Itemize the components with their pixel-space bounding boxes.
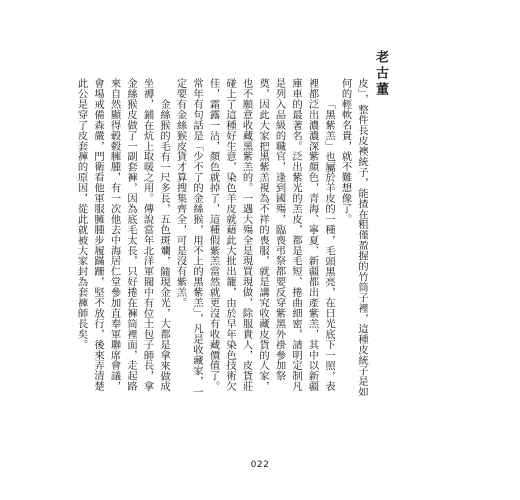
running-head: 老古董 <box>373 50 388 98</box>
body-text <box>75 78 370 400</box>
page-number: 022 <box>250 460 270 470</box>
paragraph: 金絲猴的毛有一尺多長，五色斑斕，隨現金光，大都是拿來做成坐褥，鋪在炕上取暖之用。傳說當年北洋軍閥中有位土包子師長，拿金絲猴皮做了一副套褲，因為底毛太長，只好捲在褲筒裡面，走起路來自然顯得毂毂臃腫，有一次他去中海居仁堂參加直奉軍聯席會議，會場戒備森嚴，門衛看他軍服臃腫步履蹣跚，堅不放行，後來弄清楚此公是穿了皮套褲的原因，從此就被大家封為套褲師長矣。 <box>75 78 170 392</box>
paragraph: 「黑紫羔」也屬於羊皮的一種，毛頭黑亮，在日光底下一照，表裡都泛出濃濃深紫顏色，青海、寧夏、新疆都出產紫羔，其中以新疆庫車的最著名。泛出紫光的羔皮，都是毛短、捲曲細密，請明定制凡是列入品級的職官，逢到國殤，臨喪弔祭都要反穿紫黑外褂參加祭奠，因此大家把黑紫羔視為不祥的喪服，就是講究收藏皮貨的人家，也不願意收藏黑紫羔的。一遇大殤全是現買現做，除服貴人，皮貨莊碰上了這種好生意，染色羊皮就藉此大批出籠，由於早年染色技術欠佳，霜露一沾，顏色就掉了，這種假紫羔當然就更沒有收藏價值了。常年有句話是「少不了的金絲猴，用不上的黑紫羔」，凡是收藏家，一定要有金絲猴皮貨才算搜集齊全，可是沒有紫羔。 <box>174 78 335 397</box>
paragraph: 皮」，整件長皮襖統子，能揸在粗僅盈握的竹筒子裡，這種皮統子是如何的輕軟名貴，就不難想像了。 <box>339 78 368 397</box>
